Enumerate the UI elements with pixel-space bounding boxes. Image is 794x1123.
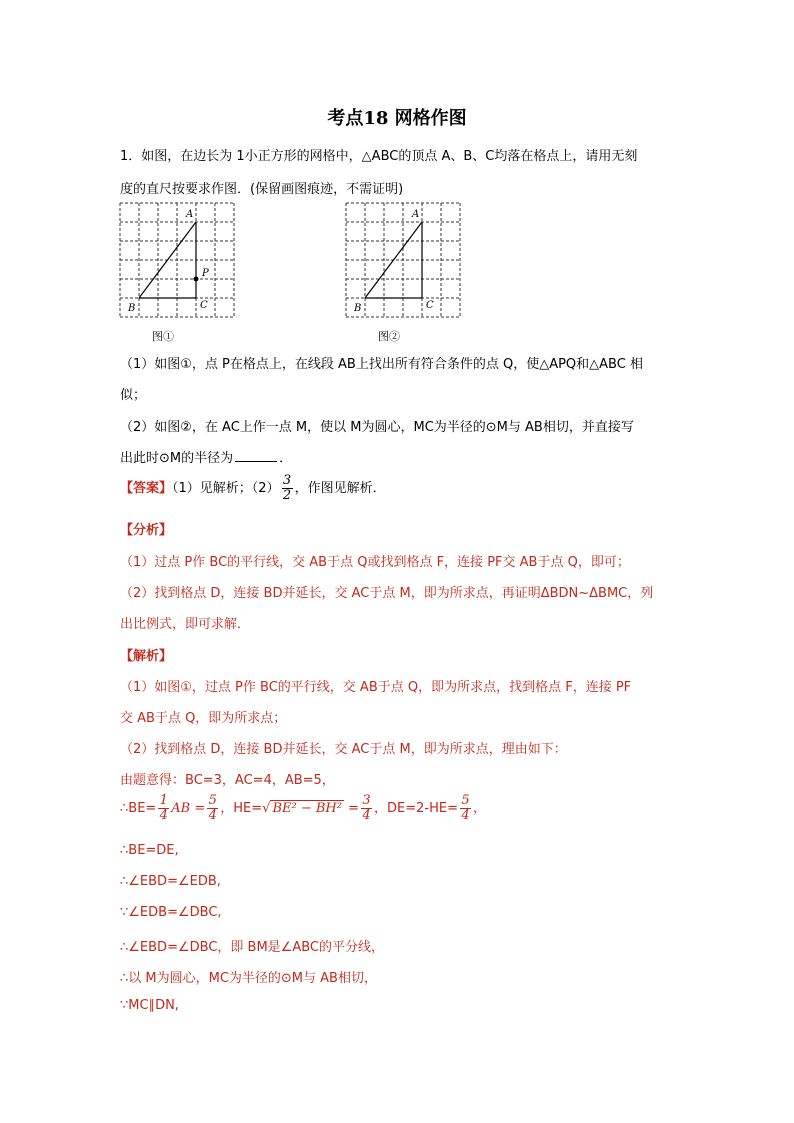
figure-1 [118,201,238,319]
page-title: 考点18 网格作图 [327,108,467,129]
fraction-denominator: 4 [159,808,168,823]
fraction-denominator: 4 [208,808,217,823]
l5-text-a: ∴BE= [120,801,157,816]
figure-2-caption: 图② [378,330,400,343]
solution-line-11: ∵MC∥DN, [120,998,179,1013]
fraction-1-4 [158,794,169,823]
solution-line-4: 由题意得：BC=3，AC=4，AB=5， [120,773,335,788]
question-2-line-2 [120,447,292,466]
label-b: B [354,303,362,314]
figure-1-grid [118,201,238,319]
l5-text-e: ，DE=2-HE= [374,801,458,816]
analysis-line-1: （1）过点 P作 BC的平行线，交 AB于点 Q或找到格点 F，连接 PF交 AB于点 Q，即可； [120,555,630,570]
question-2-line-1: （2）如图②，在 AC上作一点 M，使以 M为圆心，MC为半径的⊙M与 AB相切，并直接写 [120,420,634,435]
solution-label: 【解析】 [120,649,173,664]
l5-text-c: ，HE= [220,801,263,816]
analysis-label: 【分析】 [120,523,173,538]
label-b: B [128,303,136,314]
question-1-line-2: 似； [120,388,147,403]
fraction-numerator: 3 [362,793,371,808]
fraction-5-4-b [460,794,471,823]
answer-line [120,474,386,503]
fraction-3-4 [361,794,372,823]
solution-line-8: ∵∠EDB=∠DBC, [120,905,222,920]
solution-line-6: ∴BE=DE, [120,843,179,858]
fraction-5-4 [207,794,218,823]
question-2-end: ． [279,451,293,466]
solution-line-1: （1）如图①，过点 P作 BC的平行线，交 AB于点 Q，即为所求点，找到格点 F，连接 PF [120,680,632,695]
fraction-numerator: 3 [282,473,292,488]
question-1-line-1: （1）如图①，点 P在格点上，在线段 AB上找出所有符合条件的点 Q，使△APQ和△ABC 相 [120,357,643,372]
fraction-denominator: 4 [461,808,470,823]
solution-line-5: ∴BE= $\frac{1}{4}$ AB = $\frac{5}{4}$ ，HE=√ BE² − BH² = $\frac{3}{4}$ ，DE=2-HE= $\frac{5}{4}$ ， [120,793,486,823]
label-a: A [412,209,420,220]
answer-text-1: （1）见解析；（2） [172,481,280,496]
solution-line-3: （2）找到格点 D，连接 BD并延长，交 AC于点 M，即为所求点，理由如下： [120,742,567,757]
answer-text-2: ，作图见解析． [294,481,386,496]
fraction-numerator: 5 [208,793,217,808]
figure-2 [344,201,464,319]
analysis-line-3: 出比例式，即可求解． [120,617,251,632]
fraction-denominator: 4 [362,808,371,823]
figure-2-grid [344,201,464,319]
problem-line-2: 度的直尺按要求作图．(保留画图痕迹，不需证明) [120,182,404,197]
solution-line-9: ∴∠EBD=∠DBC，即 BM是∠ABC的平分线， [120,940,384,955]
figure-1-caption: 图① [152,330,174,343]
label-c: C [426,300,434,311]
solution-line-7: ∴∠EBD=∠EDB, [120,874,221,889]
fraction-denominator: 2 [282,488,292,503]
label-a: A [186,209,194,220]
answer-label: 【答案】 [120,481,173,496]
answer-fraction [282,474,293,503]
l5-text-d: = [343,801,359,816]
problem-line-1: 1．如图，在边长为 1小正方形的网格中，△ABC的顶点 A、B、C均落在格点上，请用无刻 [120,149,638,164]
answer-blank [235,451,277,462]
l5-text-b: AB = [171,801,206,816]
point-p [194,277,199,282]
solution-line-2: 交 AB于点 Q，即为所求点； [120,711,287,726]
label-p: P [202,268,209,279]
sqrt-expression: BE² − BH² [272,801,342,816]
label-c: C [200,300,208,311]
fraction-numerator: 1 [159,793,168,808]
solution-line-10: ∴以 M为圆心，MC为半径的⊙M与 AB相切， [120,971,377,986]
analysis-line-2: （2）找到格点 D，连接 BD并延长，交 AC于点 M，即为所求点，再证明ΔBDN~ΔBMC，列 [120,586,654,601]
fraction-numerator: 5 [461,793,470,808]
question-2-text: 出此时⊙M的半径为 [120,451,234,466]
l5-text-g: ， [472,801,486,816]
